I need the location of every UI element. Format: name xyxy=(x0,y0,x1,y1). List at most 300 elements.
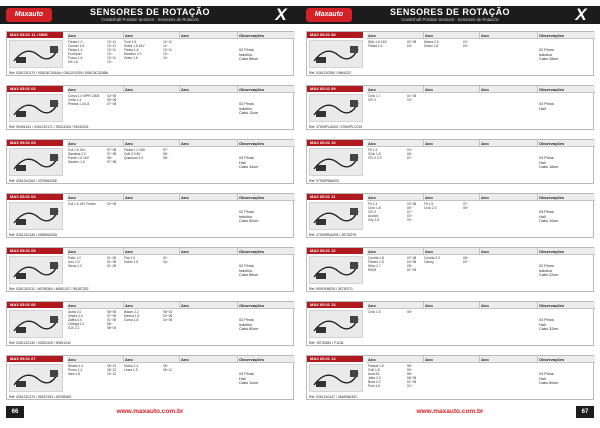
observation-line: Cabo 60cm xyxy=(539,381,559,386)
vehicle-list xyxy=(368,148,406,160)
year-list-secondary xyxy=(163,310,179,322)
page-number: 66 xyxy=(6,406,24,418)
observations xyxy=(539,210,558,224)
column-header: Observações xyxy=(237,356,295,363)
year-list-entry: 07~ xyxy=(407,156,413,161)
product-code: MAX 05.01 14 xyxy=(307,356,363,362)
column-header: Ano xyxy=(368,195,376,200)
column-header: Ano xyxy=(179,302,237,309)
vehicle-list-entry: Siena 1.0 xyxy=(68,264,82,269)
vehicle-list-secondary-entry: Corsa 1.8 xyxy=(124,318,139,323)
column-header: Ano xyxy=(479,140,537,147)
column-header: Ano xyxy=(368,141,376,146)
year-list-secondary-entry: 04~ xyxy=(463,44,469,49)
table-header xyxy=(67,356,295,363)
observation-line: Cabo 28cm xyxy=(539,57,559,62)
product-card xyxy=(306,31,594,76)
year-list xyxy=(407,364,423,389)
column-header: Observações xyxy=(537,86,595,93)
column-header: Ano xyxy=(479,248,537,255)
vehicle-list-entry: Idea 1.8 xyxy=(68,372,80,377)
column-header: Ano xyxy=(123,32,179,39)
column-header: Ano xyxy=(423,248,479,255)
year-list-entry: 01~05 xyxy=(107,264,117,269)
year-list xyxy=(107,310,123,330)
sensor-photo xyxy=(9,148,63,176)
product-code: MAX 05.01 04 xyxy=(7,194,63,200)
year-list-entry: 05~ xyxy=(407,264,413,269)
vehicle-list xyxy=(68,256,106,268)
column-header: Observações xyxy=(537,140,595,147)
vehicle-list-entry: Fit 1.4 xyxy=(368,202,378,206)
year-list-entry: 04~ xyxy=(407,44,413,49)
product-card xyxy=(6,355,294,400)
vehicle-list-entry: Civic 1.7 xyxy=(368,94,381,98)
column-header: Observações xyxy=(237,194,295,201)
vehicle-list-secondary-entry: Quantum 2.0 xyxy=(124,156,144,161)
vehicle-list-secondary-entry: Golf 2.0 8V xyxy=(124,152,141,157)
observation-line: 02 Pinos xyxy=(239,48,254,52)
year-list-entry: 10~11 xyxy=(107,40,117,44)
year-list-secondary-entry: 06~ xyxy=(463,206,469,211)
vehicle-list xyxy=(68,94,106,106)
x-mark-icon: X xyxy=(575,5,587,24)
observation-line: Hall xyxy=(539,322,546,327)
year-list-entry: 10~11 xyxy=(107,44,117,49)
column-header: Observações xyxy=(237,140,295,147)
column-header: Ano xyxy=(179,140,237,147)
column-header: Ano xyxy=(423,356,479,363)
observation-line: Cabo 22cm xyxy=(539,273,559,278)
observation-line: Cabo 32cm xyxy=(539,327,559,332)
year-list-entry: 97~98 xyxy=(107,160,117,165)
column-header: Ano xyxy=(68,249,76,254)
vehicle-list-secondary-entry: Mondeo 2.0 xyxy=(124,52,142,57)
year-list-entry: 01~05 xyxy=(407,94,417,98)
year-list-entry: 01~05 xyxy=(407,268,417,273)
observation-line: Hall xyxy=(539,214,546,219)
column-header: Ano xyxy=(423,302,479,309)
observation-line: Indutivo xyxy=(539,268,553,273)
column-header: Ano xyxy=(179,32,237,39)
vehicle-list-secondary-entry: Fiesta 1.6 xyxy=(124,48,139,53)
vehicle-list-entry: Prisma 1.4/1.8 xyxy=(68,102,90,107)
year-list xyxy=(407,202,423,222)
observation-line: Indutivo xyxy=(239,322,253,327)
table-header xyxy=(367,356,595,363)
sensor-photo xyxy=(309,94,363,122)
vehicle-list-entry: Hilux 2.7 xyxy=(368,264,381,269)
year-list-secondary xyxy=(163,40,179,60)
year-list-entry: 08~12 xyxy=(107,364,117,368)
column-header: Ano xyxy=(479,302,537,309)
table-header xyxy=(367,248,595,255)
vehicle-list-secondary-entry: Doblo 1.4 xyxy=(124,364,139,368)
reference-codes: Ref: 37500RNA003 / J5T30275 xyxy=(309,233,357,237)
observations xyxy=(239,372,258,386)
vehicle-list-entry: S10 2.2 xyxy=(68,326,80,331)
year-list-entry: 99~ xyxy=(407,368,413,373)
observations xyxy=(539,102,554,111)
product-code: MAX 05.01 09 xyxy=(307,86,363,92)
reference-codes: Ref: 0261210170 / 9S6C6C315AA / 0261210253 / 9S6C6C315BA xyxy=(9,71,109,75)
column-header: Ano xyxy=(123,356,179,363)
product-card xyxy=(306,247,594,292)
year-list-entry: 04~08 xyxy=(407,260,417,265)
sensor-photo xyxy=(309,256,363,284)
year-list-secondary xyxy=(463,202,479,210)
sensor-photo xyxy=(309,202,363,230)
product-card xyxy=(306,85,594,130)
column-header: Ano xyxy=(123,248,179,255)
column-header: Ano xyxy=(123,140,179,147)
vehicle-list-entry: Punto 1.4 xyxy=(68,368,83,373)
observation-line: Indutivo xyxy=(239,52,253,57)
year-list-entry: 03~08 xyxy=(407,202,417,206)
product-code: MAX 05.01 03 xyxy=(7,140,63,146)
year-list-secondary-entry: 02~ xyxy=(463,260,469,265)
observation-line: 03 Pinos xyxy=(239,156,254,160)
page-subtitle: Crankshaft Position Sensors - Sensores de Rotación xyxy=(101,17,199,22)
year-list-secondary-entry: 10~11 xyxy=(163,40,173,44)
column-header: Ano xyxy=(68,33,76,38)
column-header: Ano xyxy=(368,303,376,308)
observation-line: Cabo 88cm xyxy=(239,57,259,62)
product-code: MAX 05.01 10 xyxy=(307,140,363,146)
vehicle-list-entry: Audi A3 xyxy=(368,372,380,377)
observation-line: Hall xyxy=(539,106,546,111)
vehicle-list-secondary xyxy=(124,40,162,60)
vehicle-list-entry: Civic 1.8 xyxy=(368,310,381,314)
column-header: Ano xyxy=(179,86,237,93)
product-card xyxy=(306,301,594,346)
sensor-photo xyxy=(9,40,63,68)
vehicle-list-secondary xyxy=(124,364,162,372)
vehicle-list-entry: Gol 1.6 16V xyxy=(68,148,86,152)
year-list-entry: 02~05 xyxy=(107,202,117,206)
column-header: Observações xyxy=(537,32,595,39)
observation-line: Cabo 11cm xyxy=(239,111,259,116)
website-url[interactable]: www.maxauto.com.br xyxy=(116,408,184,415)
observation-line: Cabo 18cm xyxy=(539,165,559,170)
vehicle-list-entry: Jetta 2.0 xyxy=(368,376,381,381)
product-code: MAX 05.01 12 xyxy=(307,248,363,254)
product-code: MAX 05.01 06 xyxy=(7,302,63,308)
observations xyxy=(539,48,558,62)
observation-line: 02 Pinos xyxy=(239,264,254,268)
year-list-secondary xyxy=(163,148,179,160)
year-list-entry: 03~ xyxy=(407,148,413,152)
year-list-entry: 01~05 xyxy=(107,256,117,260)
vehicle-list xyxy=(368,256,406,272)
vehicle-list-secondary-entry: Doblo 1.8 xyxy=(124,260,139,265)
observations xyxy=(239,102,258,116)
website-url[interactable]: www.maxauto.com.br xyxy=(416,408,484,415)
table-header xyxy=(67,86,295,93)
observations xyxy=(239,318,258,332)
reference-codes: Ref: 37500PLA003 / 37500PLC015 xyxy=(309,125,363,129)
year-list-secondary-entry: 10~11 xyxy=(163,48,173,53)
vehicle-list-entry: Gol 1.6 16V Power xyxy=(68,202,96,206)
observation-line: Indutivo xyxy=(539,52,553,57)
column-header: Observações xyxy=(237,86,295,93)
vehicle-list-entry: Stilo 1.8 16V xyxy=(368,40,387,44)
year-list-entry: 02~08 xyxy=(407,40,417,44)
year-list-secondary-entry: 01~ xyxy=(163,256,169,260)
column-header: Observações xyxy=(237,248,295,255)
year-list-entry: 98~05 xyxy=(107,310,117,314)
column-header: Observações xyxy=(537,356,595,363)
vehicle-list-entry: Saveiro 1.6 xyxy=(68,160,85,165)
observations xyxy=(239,210,258,224)
vehicle-list-entry: KA 1.6 xyxy=(68,60,78,65)
year-list-entry: 06~ xyxy=(407,206,413,211)
observation-line: Indutivo xyxy=(239,214,253,219)
observation-line: 02 Pinos xyxy=(239,210,254,214)
year-list-secondary xyxy=(463,256,479,264)
year-list-entry: 06~ xyxy=(407,152,413,157)
product-card xyxy=(306,355,594,400)
year-list xyxy=(407,94,423,102)
observation-line: Indutivo xyxy=(239,268,253,273)
year-list-secondary-entry: 10~ xyxy=(163,52,169,57)
vehicle-list-entry: Parati 1.6 16V xyxy=(68,156,89,161)
reference-codes: Ref: 0261210280 / 9661022 xyxy=(309,71,352,75)
sensor-photo xyxy=(309,364,363,392)
observation-line: Hall xyxy=(239,376,246,381)
year-list-secondary-entry: 02~08 xyxy=(163,314,173,319)
column-header: Observações xyxy=(537,248,595,255)
column-header: Ano xyxy=(68,195,76,200)
observations xyxy=(539,264,558,278)
page-subtitle: Crankshaft Position Sensors - Sensores de Rotación xyxy=(401,17,499,22)
vehicle-list-entry: Fit 1.4 xyxy=(368,148,378,152)
vehicle-list xyxy=(368,202,406,222)
column-header: Observações xyxy=(237,32,295,39)
year-list-entry: 03~ xyxy=(407,214,413,219)
vehicle-list-entry: Passat 1.8 xyxy=(368,364,384,368)
table-header xyxy=(67,32,295,39)
vehicle-list-secondary xyxy=(124,310,162,322)
column-header: Ano xyxy=(179,194,237,201)
column-header: Observações xyxy=(537,302,595,309)
table-header xyxy=(367,302,595,309)
reference-codes: Ref: 37500PWA003 xyxy=(309,179,339,183)
sensor-photo xyxy=(9,202,63,230)
observation-line: 02 Pinos xyxy=(539,264,554,268)
column-header: Ano xyxy=(479,32,537,39)
product-code: MAX 05.01 05 xyxy=(7,248,63,254)
observation-line: Cabo 10cm xyxy=(539,219,559,224)
vehicle-list-secondary-entry: Fit 1.5 xyxy=(424,202,434,206)
observation-line: 02 Pinos xyxy=(239,102,254,106)
year-list-secondary-entry: 07~ xyxy=(463,202,469,206)
year-list-entry: 01~05 xyxy=(107,260,117,265)
reference-codes: Ref: 0261210147 / 06A906433C xyxy=(309,395,358,399)
vehicle-list-entry: Celta 1.4 xyxy=(68,98,82,103)
reference-codes: Ref: 0261210164 / 037906433E xyxy=(9,179,58,183)
year-list-secondary-entry: 98~ xyxy=(163,156,169,161)
vehicle-list-secondary-entry: Fiesta 1.0 16V xyxy=(124,148,146,152)
vehicle-list-entry: CR-V xyxy=(368,210,377,215)
vehicle-list-entry: Fiesta 1.6 xyxy=(368,44,383,49)
year-list-entry: 06~ xyxy=(407,310,413,314)
sensor-photo xyxy=(309,40,363,68)
vehicle-list-entry: City 1.5 xyxy=(368,218,380,223)
product-card xyxy=(6,301,294,346)
vehicle-list xyxy=(368,310,406,314)
sensor-photo xyxy=(309,310,363,338)
observation-line: Cabo 11cm xyxy=(239,381,259,386)
year-list-secondary-entry: 08~ xyxy=(463,256,469,260)
page-number: 67 xyxy=(576,406,594,418)
year-list-secondary-entry: 08~11 xyxy=(163,368,173,373)
vehicle-list-entry: Civic 1.8 xyxy=(368,152,381,157)
year-list-secondary-entry: 98~ xyxy=(163,152,169,157)
year-list-entry: 97~05 xyxy=(107,314,117,319)
column-header: Observações xyxy=(237,302,295,309)
observation-line: Indutivo xyxy=(239,106,253,111)
year-list-entry: 07~ xyxy=(407,210,413,215)
table-header xyxy=(367,32,595,39)
vehicle-list xyxy=(368,364,406,389)
vehicle-list-entry: EcoSport xyxy=(68,52,82,57)
product-code: MAX 05.01 11 / 6906 xyxy=(7,32,63,38)
reference-codes: Ref: 90451441 / 0261210171 / 93313163 / 93242041 xyxy=(9,125,89,129)
vehicle-list-secondary-entry: Linea 1.9 xyxy=(124,368,138,373)
product-code: MAX 05.01 07 xyxy=(7,356,63,362)
column-header: Ano xyxy=(368,249,376,254)
vehicle-list-entry: Zafira 2.0 xyxy=(68,318,82,323)
product-card xyxy=(6,31,294,76)
table-header xyxy=(67,140,295,147)
year-list-entry: 10~ xyxy=(107,52,113,57)
observation-line: Cabo 62cm xyxy=(239,219,259,224)
reference-codes: Ref: 0261210170 / 55187333 / 46798365 xyxy=(9,395,71,399)
year-list-entry: 08~12 xyxy=(107,368,117,373)
vehicle-list-secondary xyxy=(124,148,162,160)
year-list-entry: 98~05 xyxy=(407,376,417,381)
product-code: MAX 05.01 08 xyxy=(307,32,363,38)
vehicle-list-secondary-entry: Ford 1.6 xyxy=(124,40,137,44)
observation-line: Cabo 60cm xyxy=(239,327,259,332)
product-card xyxy=(306,193,594,238)
product-card xyxy=(6,193,294,238)
vehicle-list-entry: Uno 1.0 xyxy=(68,260,80,265)
year-list-entry: 02~08 xyxy=(407,256,417,260)
year-list-entry: 02~ xyxy=(407,98,413,103)
right-page xyxy=(300,0,600,428)
year-list-secondary-entry: 08~ xyxy=(163,364,169,368)
reference-codes: Ref: J5T30281 / F1136 xyxy=(309,341,344,345)
vehicle-list xyxy=(68,202,106,206)
product-card xyxy=(6,85,294,130)
column-header: Ano xyxy=(68,357,76,362)
column-header: Ano xyxy=(68,303,76,308)
vehicle-list-secondary-entry: Sidek 1.6 16V xyxy=(124,44,145,49)
year-list xyxy=(107,94,123,106)
vehicle-list xyxy=(68,148,106,164)
observation-line: Hall xyxy=(539,376,546,381)
page-header xyxy=(300,6,600,24)
reference-codes: Ref: 9091905025 / J5T30271 xyxy=(309,287,353,291)
table-header xyxy=(367,86,595,93)
table-header xyxy=(367,194,595,201)
vehicle-list-entry: Santana 2.0 xyxy=(68,152,86,157)
year-list-secondary-entry: 10~ xyxy=(163,56,169,61)
observations xyxy=(539,372,558,386)
column-header: Ano xyxy=(423,194,479,201)
year-list xyxy=(407,310,423,314)
page-footer xyxy=(0,404,300,420)
product-code: MAX 05.01 02 xyxy=(7,86,63,92)
year-list-secondary-entry: 04~ xyxy=(163,260,169,265)
observations xyxy=(239,156,258,170)
observation-line: Hall xyxy=(239,160,246,165)
year-list-entry: 98~03 xyxy=(107,326,117,331)
page-title: SENSORES DE ROTAÇÃO xyxy=(90,7,210,17)
vehicle-list-entry: CR-V xyxy=(368,98,377,103)
vehicle-list-entry: Fielder 1.8 xyxy=(368,260,384,265)
observation-line: Hall xyxy=(539,160,546,165)
vehicle-list xyxy=(368,40,406,48)
observations xyxy=(539,156,558,170)
vehicle-list-secondary-entry: Camry xyxy=(424,260,434,265)
year-list-entry: 10~12 xyxy=(107,372,117,377)
year-list-entry: 98~ xyxy=(407,372,413,377)
reference-codes: Ref: 0261210145 / 036906433A xyxy=(9,233,58,237)
column-header: Ano xyxy=(123,86,179,93)
vehicle-list-secondary-entry: Fiat 1.0 xyxy=(124,256,135,260)
column-header: Observações xyxy=(537,194,595,201)
vehicle-list-entry: Focus 1.6 xyxy=(68,56,83,61)
vehicle-list-entry: CR-V 2.0 xyxy=(368,156,382,161)
column-header: Ano xyxy=(368,357,376,362)
vehicle-list-secondary-entry: Civic 2.0 xyxy=(424,206,437,211)
column-header: Ano xyxy=(479,194,537,201)
vehicle-list-secondary xyxy=(124,256,162,264)
vehicle-list-entry: Golf 1.8 xyxy=(368,368,380,373)
page-title: SENSORES DE ROTAÇÃO xyxy=(390,7,510,17)
brand-logo: Maxauto xyxy=(6,8,52,22)
column-header: Ano xyxy=(123,302,179,309)
brand-logo: Maxauto xyxy=(306,8,352,22)
observation-line: 02 Pinos xyxy=(539,48,554,52)
column-header: Ano xyxy=(479,86,537,93)
column-header: Ano xyxy=(423,32,479,39)
year-list-entry: 10~11 xyxy=(107,48,117,53)
year-list-secondary-entry: 02~ xyxy=(463,40,469,44)
year-list-entry: 07~08 xyxy=(107,102,117,107)
table-header xyxy=(367,140,595,147)
year-list-secondary xyxy=(163,364,179,372)
year-list-entry: 01~05 xyxy=(407,380,417,385)
year-list xyxy=(407,40,423,48)
product-code: MAX 05.01 11 xyxy=(307,194,363,200)
year-list-entry: 98~ xyxy=(407,364,413,368)
product-card xyxy=(6,247,294,292)
observation-line: Cabo 44cm xyxy=(239,165,259,170)
vehicle-list-entry: Polo 1.6 xyxy=(368,384,381,389)
year-list-secondary xyxy=(463,40,479,48)
year-list-entry: 98~ xyxy=(107,156,113,161)
year-list-secondary-entry: 98~03 xyxy=(163,310,173,314)
column-header: Ano xyxy=(179,356,237,363)
vehicle-list-entry: Courier 1.6 xyxy=(68,44,85,49)
column-header: Ano xyxy=(423,86,479,93)
year-list xyxy=(107,148,123,164)
table-header xyxy=(67,248,295,255)
